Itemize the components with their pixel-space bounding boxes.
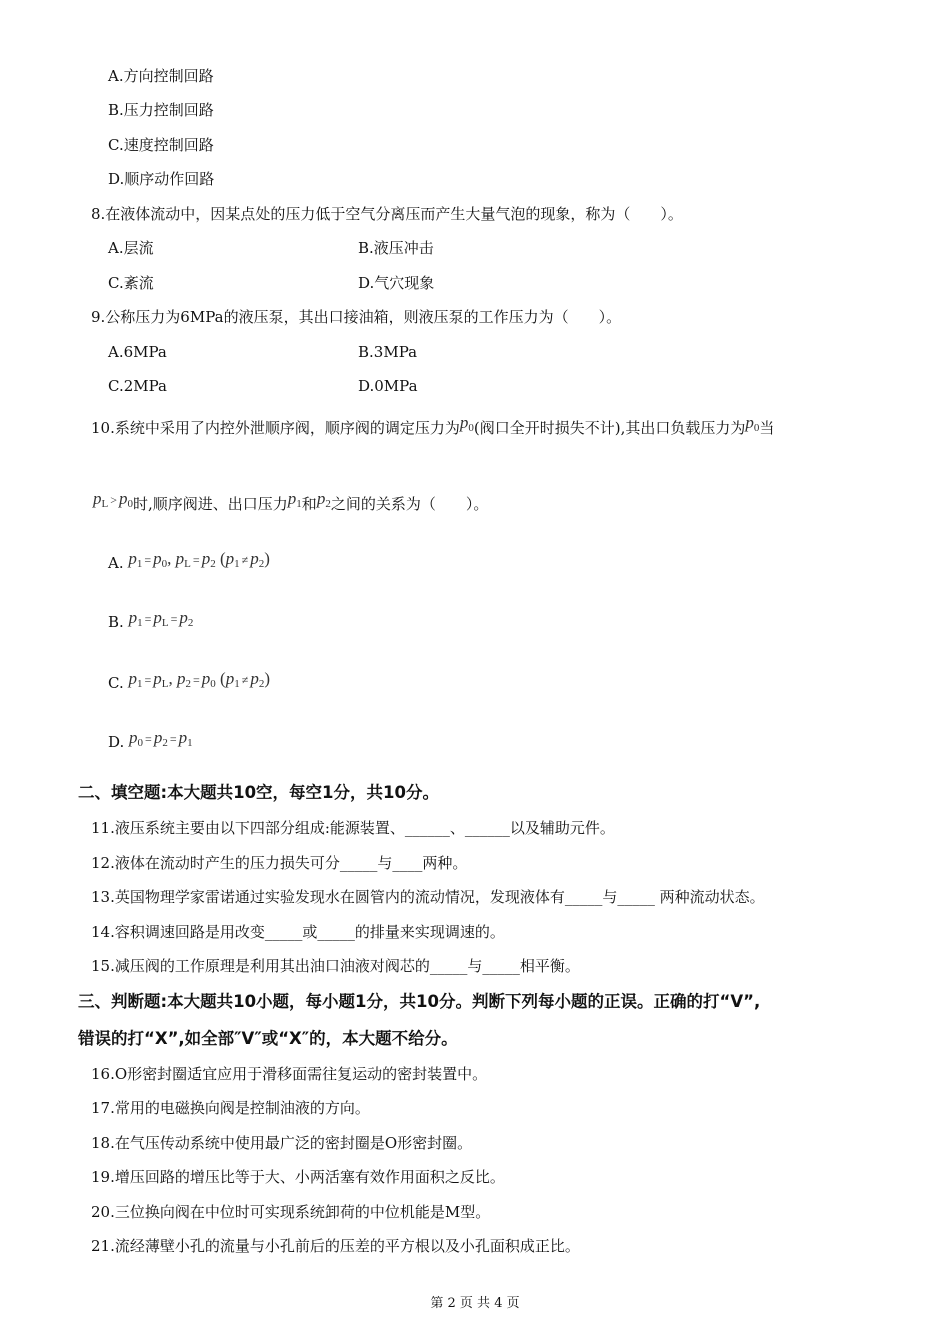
q10-stem-part6: 之间的关系为（ ）。: [330, 495, 489, 513]
q10-stem-line2: [93, 489, 489, 519]
formula-option-c: $p_1 = p_L$, $p_2 = p_0$ $(p_1 \ne p_2)$: [128, 669, 270, 690]
q17: 17.常用的电磁换向阀是控制油液的方向。: [91, 1099, 370, 1117]
q10-option-b: [108, 608, 194, 637]
q16: 16.O形密封圈适宜应用于滑移面需往复运动的密封装置中。: [91, 1065, 488, 1083]
q10-option-d: [108, 728, 193, 757]
option-label: A.: [108, 554, 124, 572]
section3-heading-line2: 错误的打“X”,如全部″V″或“X″的，本大题不给分。: [78, 1029, 458, 1048]
q8-option-c: C.紊流: [108, 274, 154, 292]
option-label: C.: [108, 674, 124, 692]
formula-p0: $p_0$: [745, 413, 760, 434]
q15: 15.减压阀的工作原理是利用其出油口油液对阀芯的_____与_____相平衡。: [91, 957, 580, 975]
q8-option-b: B.液压冲击: [358, 239, 434, 257]
q21: 21.流经薄壁小孔的流量与小孔前后的压差的平方根以及小孔面积成正比。: [91, 1237, 580, 1255]
q13: 13.英国物理学家雷诺通过实验发现水在圆管内的流动情况，发现液体有_____与_____ 两种流动状态。: [91, 888, 765, 906]
q9-option-c: C.2MPa: [108, 377, 167, 395]
formula-option-d: $p_0 = p_2 = p_1$: [129, 728, 193, 749]
q10-stem-part1: 10.系统中采用了内控外泄顺序阀，顺序阀的调定压力为: [91, 419, 460, 437]
option-label: D.: [108, 733, 125, 751]
q8-option-a: A.层流: [108, 239, 154, 257]
q10-option-c: [108, 669, 270, 698]
formula-p0: $p_0$: [459, 413, 474, 434]
q9-option-b: B.3MPa: [358, 343, 418, 361]
q10-stem-line1: [91, 413, 775, 443]
q19: 19.增压回路的增压比等于大、小两活塞有效作用面积之反比。: [91, 1168, 505, 1186]
q8-option-d: D.气穴现象: [358, 274, 435, 292]
q18: 18.在气压传动系统中使用最广泛的密封圈是O形密封圈。: [91, 1134, 473, 1152]
q10-stem-part5: 和: [301, 495, 317, 513]
q11: 11.液压系统主要由以下四部分组成:能源装置、______、______以及辅助元件。: [91, 819, 615, 837]
section2-heading: 二、填空题:本大题共10空，每空1分，共10分。: [78, 783, 440, 802]
q9-option-a: A.6MPa: [108, 343, 167, 361]
q9-stem: 9.公称压力为6MPa的液压泵，其出口接油箱，则液压泵的工作压力为（ ）。: [91, 308, 622, 326]
formula-pL-gt-p0: $p_L > p_0$: [93, 489, 134, 510]
q10-stem-part4: 时,顺序阀进、出口压力: [133, 495, 288, 513]
q7-option-c: C.速度控制回路: [108, 136, 214, 154]
q20: 20.三位换向阀在中位时可实现系统卸荷的中位机能是M型。: [91, 1203, 491, 1221]
page-footer: 第 2 页 共 4 页: [430, 1296, 520, 1311]
q14: 14.容积调速回路是用改变_____或_____的排量来实现调速的。: [91, 923, 505, 941]
formula-p2: $p_2$: [316, 489, 331, 510]
q7-option-a: A.方向控制回路: [108, 67, 214, 85]
q7-option-d: D.顺序动作回路: [108, 170, 215, 188]
formula-option-b: $p_1 = p_L = p_2$: [128, 608, 194, 629]
formula-p1: $p_1$: [287, 489, 302, 510]
q9-option-d: D.0MPa: [358, 377, 418, 395]
q8-stem: 8.在液体流动中，因某点处的压力低于空气分离压而产生大量气泡的现象，称为（ ）。: [91, 205, 683, 223]
q10-stem-part2: (阀口全开时损失不计),其出口负载压力为: [473, 419, 746, 437]
q12: 12.液体在流动时产生的压力损失可分_____与____两种。: [91, 854, 468, 872]
q10-stem-part3: 当: [759, 419, 775, 437]
formula-option-a: $p_1 = p_0$, $p_L = p_2$ $(p_1 \ne p_2)$: [128, 549, 270, 570]
q10-option-a: [108, 549, 270, 578]
option-label: B.: [108, 613, 124, 631]
section3-heading-line1: 三、判断题:本大题共10小题，每小题1分，共10分。判断下列每小题的正误。正确的打“V”,: [78, 992, 761, 1011]
q7-option-b: B.压力控制回路: [108, 101, 214, 119]
